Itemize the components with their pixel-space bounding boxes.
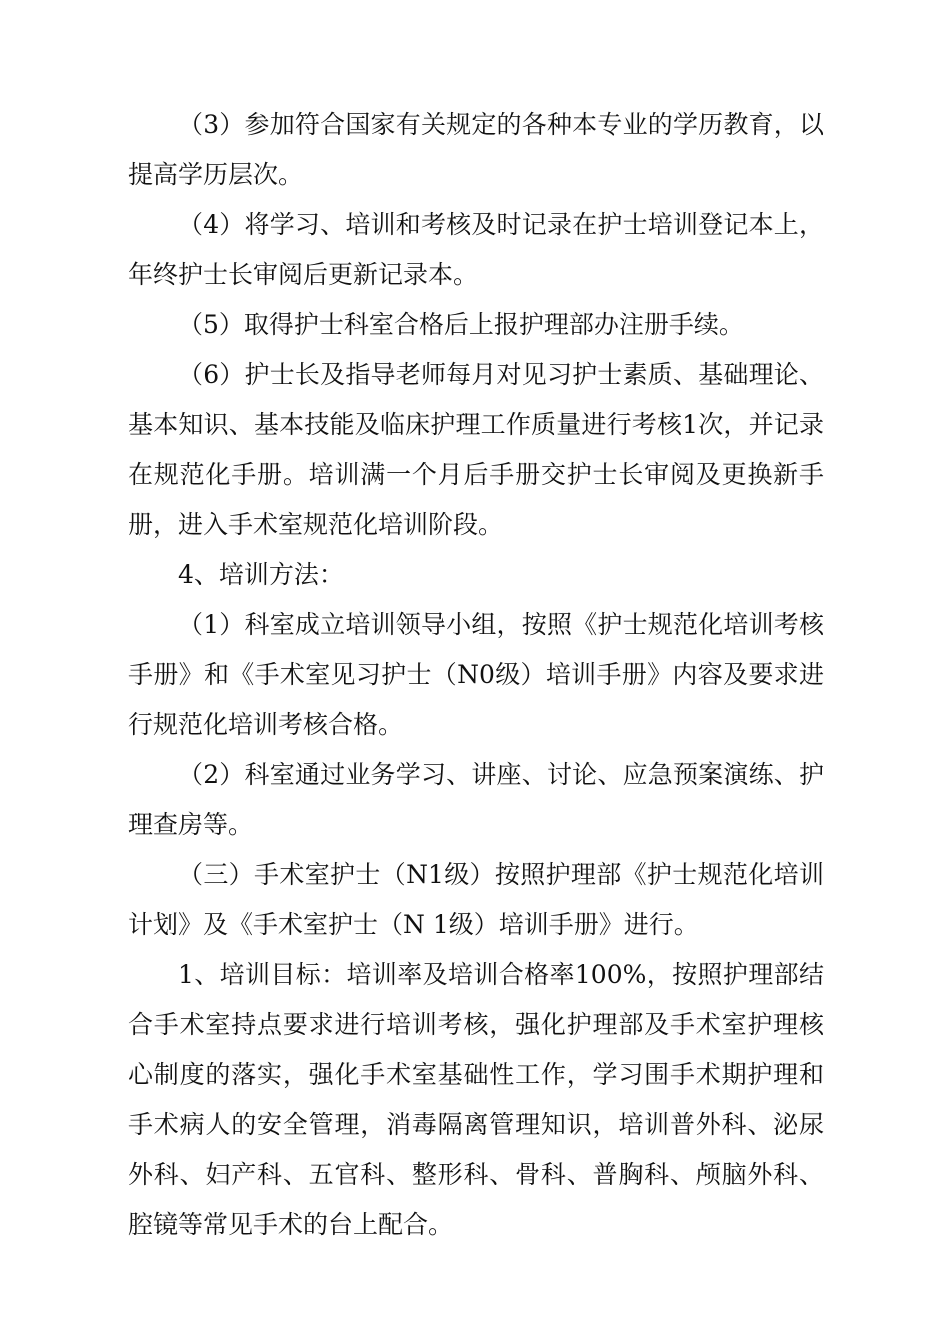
paragraph-monthly-assessment: （6）护士长及指导老师每月对见习护士素质、基础理论、基本知识、基本技能及临床护理工作质量进行考核1次，并记录在规范化手册。培训满一个月后手册交护士长审阅及更换新手册，进入手术室规范化培训阶段。 [128,360,824,539]
paragraph-registration: （5）取得护士科室合格后上报护理部办注册手续。 [178,310,744,339]
section-heading-n1-nurse: （三）手术室护士（N1级）按照护理部《护士规范化培训计划》及《手术室护士（N 1级）培训手册》进行。 [128,860,824,939]
paragraph-education: （3）参加符合国家有关规定的各种本专业的学历教育，以提高学历层次。 [128,110,824,189]
document-body [128,100,824,1250]
paragraph-training-goal: 1、培训目标：培训率及培训合格率100%，按照护理部结合手术室持点要求进行培训考核，强化护理部及手术室护理核心制度的落实，强化手术室基础性工作，学习围手术期护理和手术病人的安全管理，消毒隔离管理知识，培训普外科、泌尿外科、妇产科、五官科、整形科、骨科、普胸科、颅脑外科、腔镜等常见手术的台上配合。 [128,960,824,1239]
paragraph-training-group: （1）科室成立培训领导小组，按照《护士规范化培训考核手册》和《手术室见习护士（N0级）培训手册》内容及要求进行规范化培训考核合格。 [128,610,824,739]
paragraph-record: （4）将学习、培训和考核及时记录在护士培训登记本上，年终护士长审阅后更新记录本。 [128,210,824,289]
paragraph-department-study: （2）科室通过业务学习、讲座、讨论、应急预案演练、护理查房等。 [128,760,824,839]
section-heading-training-methods: 4、培训方法： [178,560,344,589]
